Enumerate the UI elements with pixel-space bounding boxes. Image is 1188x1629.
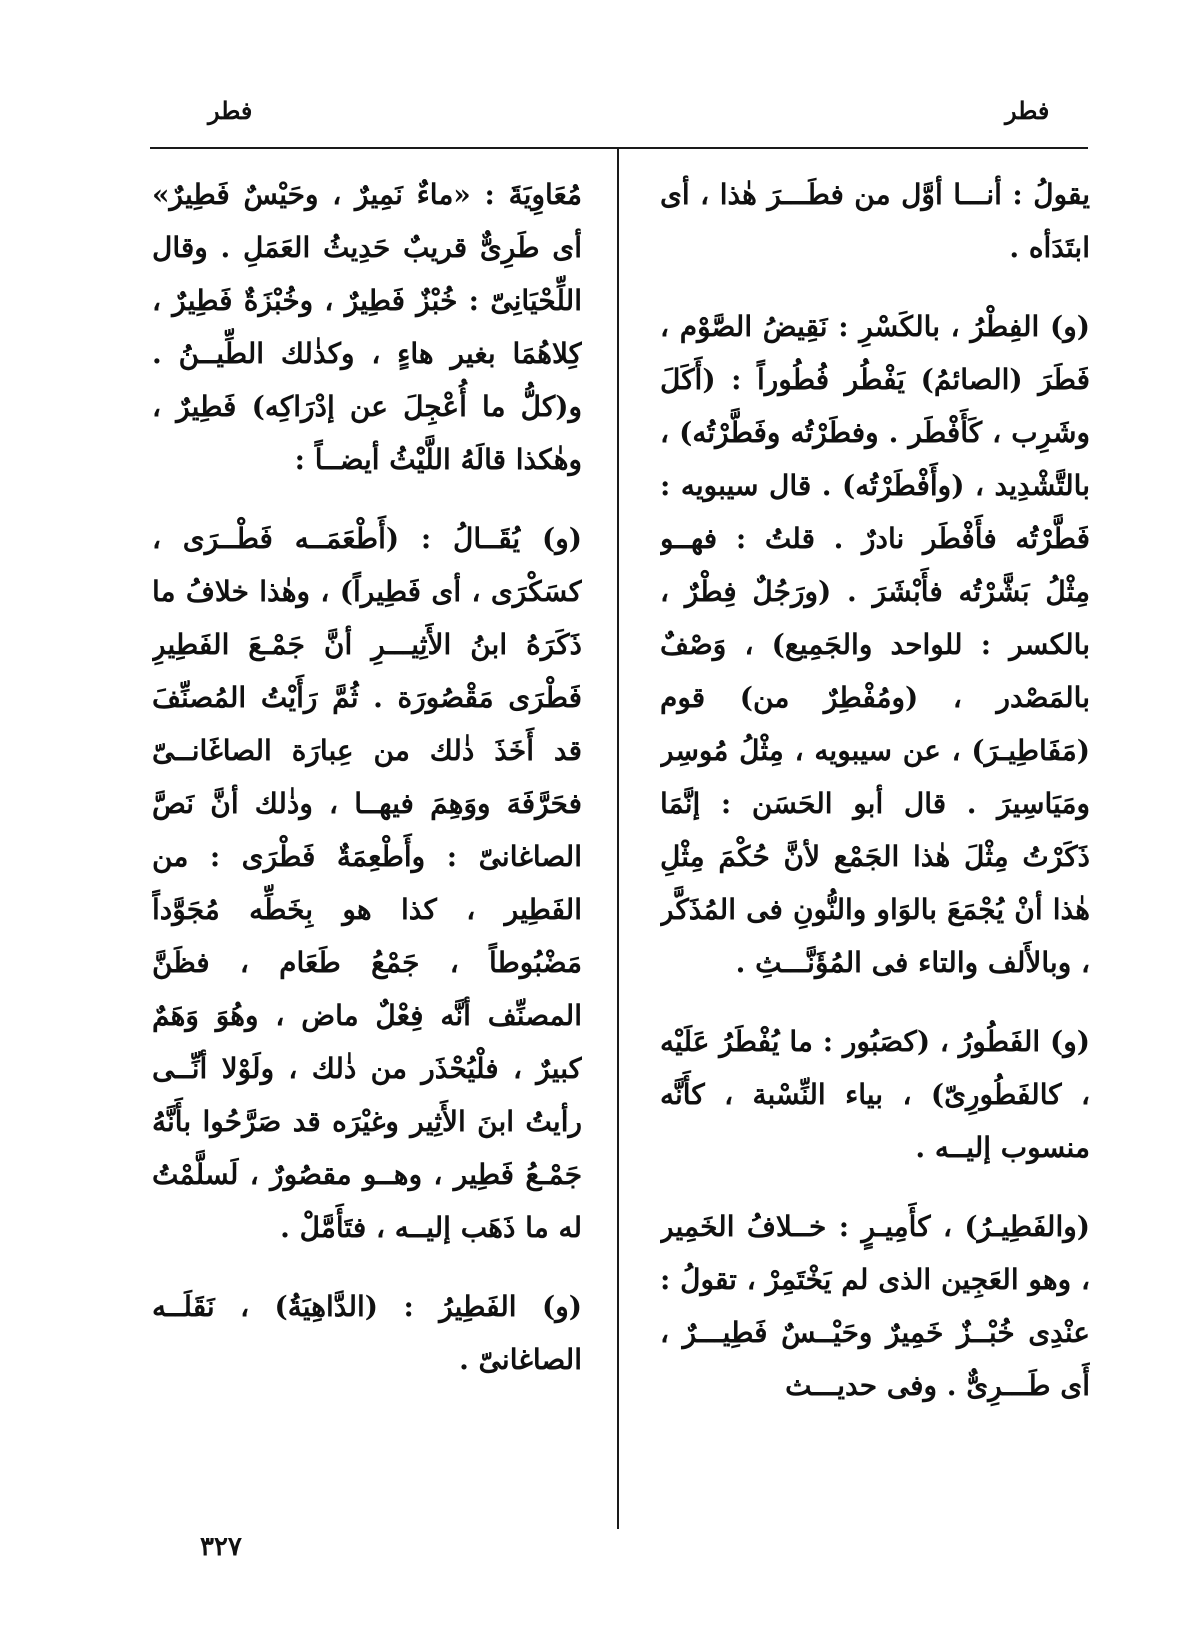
- page-number: ٣٢٧: [200, 1532, 242, 1562]
- running-header-right: فطر: [1005, 96, 1050, 125]
- left-column: [152, 168, 582, 1538]
- paragraph: مُعَاوِيَةَ : «ماءٌ نَمِيرٌ ، وحَيْسٌ فَطِيرٌ» أى طَرِىٌّ قريبٌ حَدِيثُ العَمَلِ . وقال اللِّحْيَانِىّ : خُبْزٌ فَطِيرٌ ، وخُبْزَةٌ فَطِيرٌ ، كِلاهُمَا بغير هاءٍ ، وكذٰلك الطِّيــنُ . و(كلُّ ما أُعْجِلَ عن إدْرَاكِه) فَطِيرٌ ، وهٰكذا قالَهُ اللَّيْثُ أيضــاً :: [152, 178, 582, 476]
- header-rule: [150, 147, 1088, 149]
- right-column: [660, 168, 1090, 1538]
- column-divider: [617, 149, 619, 1529]
- running-header-left: فطر: [208, 96, 253, 125]
- paragraph: (و) يُقَــالُ : (أَطْعَمَــه فَطْــرَى ، كسَكْرَى ، أى فَطِيراً) ، وهٰذا خلافُ ما ذَكَرَهُ ابنُ الأَثِيـــرِ أنَّ جَمْـعَ الفَطِيرِ فَطْرَى مَقْصُورَة . ثُمَّ رَأَيْتُ المُصنِّفَ قد أَخَذَ ذٰلك من عِبارَة الصاغَانــىّ فحَرَّفَهَ ووَهِمَ فيهــا ، وذٰلك أنَّ نَصَّ الصاغانىّ : وأَطْعِمَةٌ فَطْرَى : من الفَطِير ، كذا هو بِخَطِّه مُجَوَّداً مَضْبُوطاً ، جَمْعُ طَعَام ، فظَنَّ المصنِّف أنَّه فِعْلٌ ماض ، وهُوَ وَهَمٌ كبيرٌ ، فلْيُحْذَر من ذٰلك ، ولَوْلا أنِّــى رأيتُ ابنَ الأَثِير وغيْرَه قد صَرَّحُوا بأَنَّهُ جَمْـعُ فَطِير ، وهــو مقصُورٌ ، لَسلَّمْتُ له ما ذَهَب إليــه ، فتَأَمَّلْ .: [152, 522, 582, 1244]
- paragraph: (و) الفَطِيرُ : (الدَّاهِيَةُ) ، نَقَلَــه الصاغانىّ .: [152, 1290, 582, 1376]
- paragraph: يقولُ : أنـــا أوَّل من فطَـــرَ هٰذا ، أى ابتَدَأه .: [660, 178, 1090, 264]
- paragraph: (و) الفَطُورُ ، (كصَبُور : ما يُفْطَرُ عَلَيْه ، كالفَطُورِىّ) ، بياء النِّسْبة ، كأَنَّه منسوب إليــه .: [660, 1025, 1090, 1164]
- paragraph: (و) الفِطْرُ ، بالكَسْرِ : نَقِيضُ الصَّوْم ، فَطَرَ (الصائمُ) يَفْطُر فُطُوراً : (أَكَلَ وشَرِب ، كَأَفْطَر . وفطَرْتُه وفَطَّرْتُه) ، بالتَّشْدِيد ، (وأَفْطَرْتُه) . قال سيبويه : فَطَّرْتُه فأَفْطَر نادرٌ . قلتُ : فهــو مِثْلُ بَشَّرْتُه فأَبْشَرَ . (ورَجُلٌ فِطْرٌ ، بالكسر : للواحد والجَمِيع) ، وَصْفٌ بالمَصْدر ، (ومُفْطِرٌ من) قوم (مَفَاطِيـرَ) ، عن سيبويه ، مِثْلُ مُوسِر ومَيَاسِيرَ . قال أبو الحَسَن : إنَّمَا ذَكَرْتُ مِثْلَ هٰذا الجَمْع لأنَّ حُكْمَ مِثْلِ هٰذا أنْ يُجْمَعَ بالوَاو والنُّونِ فى المُذَكَّر ، وبالأَلف والتاء فى المُؤَنَّـــثِ .: [660, 310, 1090, 979]
- paragraph: (والفَطِيـرُ) ، كأَمِيـرٍ : خــلافُ الخَمِير ، وهو العَجِين الذى لم يَخْتَمِرْ ، تقولُ : عنْدِى خُبْــزٌ خَمِيرٌ وحَيْــسٌ فَطِيـــرٌ ، أَى طَـــرِىٌّ . وفى حديـــث: [660, 1210, 1090, 1402]
